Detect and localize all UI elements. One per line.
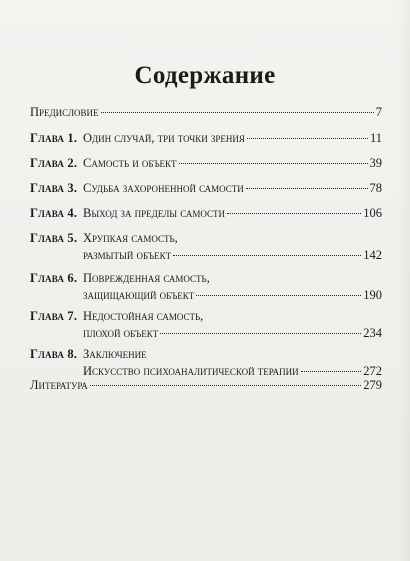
chapter-number: Глава 5. <box>30 231 78 245</box>
toc-entry-subtitle: плохой объект <box>83 326 159 340</box>
dot-leader <box>247 138 368 139</box>
toc-page-number: 190 <box>363 288 382 302</box>
toc-entry-title: Судьба захороненной самости <box>83 181 244 195</box>
chapter-number: Глава 2. <box>30 156 78 170</box>
chapter-number: Глава 7. <box>30 309 78 323</box>
toc-entry-title: Поврежденная самость, <box>83 271 210 285</box>
toc-page-number: 11 <box>369 131 382 145</box>
chapter-number: Глава 8. <box>30 347 78 361</box>
toc-entry-title: Самость и объект <box>83 156 177 170</box>
chapter-number: Глава 3. <box>30 181 78 195</box>
page-edge-shadow <box>398 0 410 561</box>
toc-entry-title: Заключение <box>83 347 147 361</box>
toc-entry-subtitle: размытый объект <box>83 248 172 262</box>
chapter-number: Глава 4. <box>30 206 78 220</box>
chapter-number: Глава 6. <box>30 271 78 285</box>
toc-page-number: 7 <box>375 105 382 119</box>
toc-entry-title: Литература <box>30 378 88 392</box>
toc-page-number: 272 <box>363 364 382 378</box>
toc-entry-title: Один случай, три точки зрения <box>83 131 245 145</box>
toc-entry-title: Предисловие <box>30 105 99 119</box>
toc-entry-title: Недостойная самость, <box>83 309 204 323</box>
dot-leader <box>90 385 361 386</box>
toc-page-number: 106 <box>363 206 382 220</box>
toc-page-number: 234 <box>363 326 382 340</box>
toc-page-number: 78 <box>369 181 382 195</box>
toc-entry-title: Хрупкая самость, <box>83 231 178 245</box>
toc-entry-subtitle: защищающий объект <box>83 288 195 302</box>
dot-leader <box>227 213 361 214</box>
dot-leader <box>301 371 362 372</box>
toc-entry-title: Выход за пределы самости <box>83 206 225 220</box>
toc-page-number: 279 <box>363 378 382 392</box>
chapter-number: Глава 1. <box>30 131 78 145</box>
toc-entry-subtitle: Искусство психоаналитической терапии <box>83 364 299 378</box>
toc-page-number: 39 <box>369 156 382 170</box>
dot-leader <box>179 163 368 164</box>
dot-leader <box>173 255 361 256</box>
dot-leader <box>160 333 361 334</box>
dot-leader <box>101 112 374 113</box>
dot-leader <box>196 295 361 296</box>
toc-page-number: 142 <box>363 248 382 262</box>
page-title: Содержание <box>134 62 276 89</box>
dot-leader <box>246 188 368 189</box>
